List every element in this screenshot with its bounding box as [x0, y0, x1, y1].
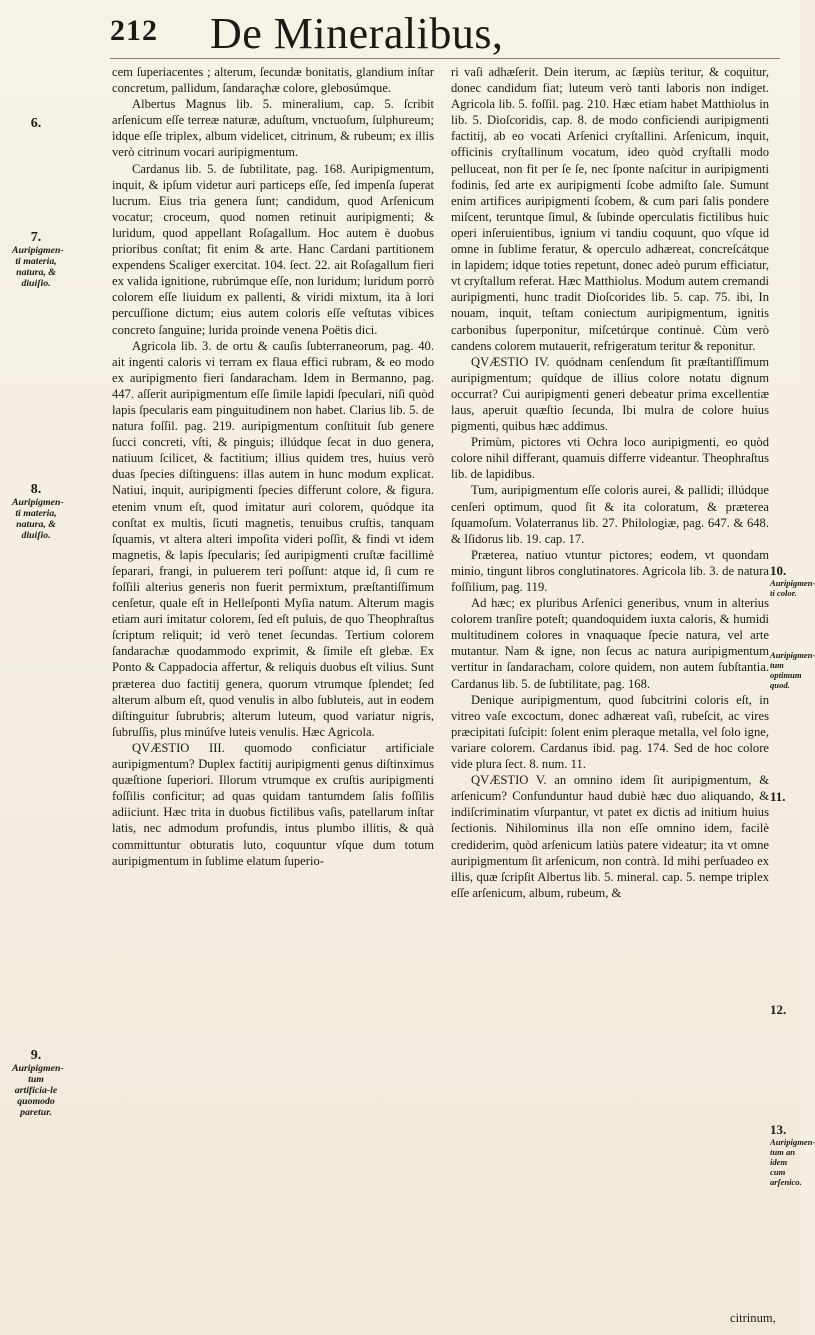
paragraph: QVÆSTIO IV. quódnam cenſendum ſit præſtantiſſimum auripigmentum; quídque de illius colore notatu dignum occurrat? Cui auripigmenti generi debeatur prima excellentiæ laus, aperuit quæſtio ſecunda, Ibi mulra de colore huius pigmenti, quibus hæc addimus.	[451, 354, 769, 434]
paragraph: Agricola lib. 3. de ortu & cauſis ſubterraneorum, pag. 40. ait ingenti caloris vi terram ex flaua effici rubram, & eo modo ex auripigmento fieri ſandaracham. Idem in Bermanno, pag. 447. aſſerit auripigmentum eſſe ſimile lapidi ſpeculari, niſi quòd lapis ſpecularis eam pinguitudinem non habet. Clarius lib. 5. de natura foſſil. pag. 219. auripigmentum conſtituit ſub genere ſucci concreti, vſti, & pinguis; illúdque ſecat in duo genera, natiuum ſcilicet, & factitium; illius quidem tres, huius verò duas ſpecies diſtinguens: illas autem in hunc modum explicat. Natiui, inquit, auripigmenti ſpecies differunt colore, & figura. etenim vnum eſt, quod imitatur auri colorem, quódque ita conſtat ex multis, ſicuti magnetis, tenuibus cruſtis, tanquam ſquamis, vt altera alteri impoſita videri poſſit, & findi vt idem magnetis, & lapis ſpecularis; ſed auripigmenti cruſtæ facillimè ſeparari, frangi, in puluerem teri poſſunt: atque id, ſi cum re foſſili alterius generis non fuerit permixtum, præſtantiſſimum cenſetur, quale eſt in Helleſponti Myſia natum. Alterum magis etiam auri imitatur colorem, ſed eſt puluis, de quo Theophraſtus ſcriptum reliquit; id verò tenet ſecundas. Tertium colorem ſandarachæ quodammodo exprimit, & ſimile eſt glebæ. Ex Ponto & Cappadocia affertur, & reliquis duobus eſt vilius. Sunt præterea duo factitij genera, quorum vtrumque ſplendet; ſed alterum album eſt, quod venulis in albo ſubluteis, aut in eodem diſtinguitur ſubrubris; alterum luteum, quod variatur nigris, ſubruſſis, plus minúſve luteis venulis. Hæc Agricola.	[112, 338, 434, 739]
margin-note-13: 13. Auripigmen-tum an idem cum arſenico.	[770, 1122, 815, 1187]
margin-note-9: 9. Auripigmen-tum artificia-le quomodo paretur.	[12, 1048, 64, 1118]
paragraph: QVÆSTIO V. an omnino idem ſit auripigmentum, & arſenicum? Confunduntur haud dubiè hæc duo aliquando, & indiſcriminatim vſurpantur, vt patet ex dictis ad initium huius ſectionis. Nihilominus illa non eſſe omnino idem, facilè crediderim, quòd arſenicum latiùs patere videatur; ita vt omne auripigmentum ſit arſenicum, non contrà. Id mihi perſuadeo ex illis, quæ ſcripſit Albertus lib. 5. mineral. cap. 5. nempe triplex eſſe arſenicum, album, rubeum, &	[451, 773, 769, 900]
margin-note-7: 7. Auripigmen-ti materia, natura, & diuiſio.	[12, 230, 64, 289]
right-text-column	[451, 64, 769, 901]
paragraph: Primùm, pictores vti Ochra loco auripigmenti, eo quòd colore nihil differant, quamuis differre videantur. Theophraſtus lib. de lapidibus.	[451, 435, 769, 482]
paragraph: Præterea, natiuo vtuntur pictores; eodem, vt quondam minio, tingunt libros conglutinatores. Agricola lib. 3. de natura foſſilium, pag. 119.	[451, 547, 769, 594]
margin-note-8: 8. Auripigmen-ti materia, natura, & diuiſio.	[12, 482, 64, 541]
page-number: 212	[110, 14, 158, 47]
paragraph: Ad hæc; ex pluribus Arſenici generibus, vnum in alterius colorem tranſire poteſt; quandoquidem iuxta caloris, & humidi multitudinem colores in vnaquaque ſpecie natura, vel arte mutantur. Nam & igne, non ſecus ac natura auripigmentum vertitur in ſandaracham, colore quidem, non autem ſubſtantia. Cardanus lib. 5. de ſubtilitate, pag. 168.	[451, 596, 769, 691]
margin-note-6: 6.	[30, 116, 42, 131]
header-rule	[110, 58, 780, 59]
margin-note-10: 10. Auripigmen-ti color.	[770, 563, 815, 598]
paragraph: QVÆSTIO III. quomodo conficiatur artificiale auripigmentum? Duplex factitij auripigmenti genus diſtinximus quæſtione ſuperiori. Illorum vtrumque ex cruſtis auripigmenti foſſilis conficitur; ad quas quidam tantumdem ſalis foſſilis adiiciunt. Hæc trita in duobus fictilibus vaſis, patellarum inſtar latis, nec admodum profundis, intus plumbo illitis, & quà committuntur obturatis luto, coquuntur vſque dum totum auripigmentum in ſublime elatum ſuperio-	[112, 740, 434, 868]
margin-note-optimum: Auripigmen-tum optimum quod.	[770, 650, 815, 690]
running-head-title: De Mineralibus,	[210, 9, 504, 58]
paragraph: Albertus Magnus lib. 5. mineralium, cap. 5. ſcribit arſenicum eſſe terreæ naturæ, aduſtum, vnctuoſum, ſulphureum; idque eſſe triplex, album videlicet, citrinum, & rubeum; ex illis verò citrinum vocari auripigmentum.	[112, 97, 434, 160]
margin-note-11: 11.	[770, 789, 786, 804]
margin-note-12: 12.	[770, 1002, 787, 1017]
paragraph: Tum, auripigmentum eſſe coloris aurei, & pallidi; illúdque cenſeri optimum, quod ſit & ita coloratum, & præterea ſquamoſum. Volaterranus lib. 27. Philologiæ, pag. 647. & 648. & Iſidorus lib. 19. cap. 17.	[451, 483, 769, 546]
paragraph: cem ſuperiacentes ; alterum, ſecundæ bonitatis, glandium inſtar concretum, pallidum, ſandaraçhæ colore, glebosúmque.	[112, 65, 434, 96]
paragraph: ri vaſi adhæſerit. Dein iterum, ac ſæpiùs teritur, & coquitur, donec candidum fiat; luteum verò tanti laboris non indiget. Agricola lib. 5. foſſil. pag. 210. Hæc etiam habet Matthiolus in lib. 5. Dioſcoridis, cap. 8. de modo conficiendi auripigmenti factitij, ab eo vocati Arſenici cryſtallini. Arſenicum, inquit, officinis cryſtallinum vocatum, ideo quòd cryſtalli modo pelluceat, non fit per ſe ſe, nec ſponte naſcitur in auripigmenti fodinis, ſed arte ex auripigmenti ſcobe admiſto ſale. Sumunt enim artifices auripigmenti ſcobem, & cum pari ſalis pondere miſcent, teruntque ſimul, & ſubinde operculatis fictilibus huic operi inſeruientibus, ignium vi tandiu coquunt, quo vſque id omne in ſublime feratur, & operculo adhæreat, concreſcátque in lapidem; idque toties repetunt, donec adeò purum efficiatur, vt cryſtallum referat. Hæc Matthiolus. Modum autem cremandi auripigmenti, hunc tradit Dioſcorides lib. 5. cap. 75. ibi, In nouam, inquit, teſtam coniectum auripigmentum, ignitis carbonibus ſuperponitur, miſcetúrque continuè. Cùm verò candens colorem mutauerit, refrigeratum teritur & reponitur.	[451, 65, 769, 353]
catchword: citrinum,	[730, 1311, 776, 1325]
left-text-column	[112, 64, 434, 869]
paragraph: Denique auripigmentum, quod ſubcitrini coloris eſt, in vitreo vaſe excoctum, donec adhæreat vaſi, rubeſcit, ac vires præcipitati ſuſcipit: ſolent enim pleraque metalla, vel ſolo igne, variare colorem. Cardanus ibid. pag. 174. Sed de hoc colore vide plura ſect. 8. num. 11.	[451, 692, 769, 772]
paragraph: Cardanus lib. 5. de ſubtilitate, pag. 168. Auripigmentum, inquit, & ipſum videtur auri particeps eſſe, ſed impenſa ſuperat lucrum. Eius tria genera ſunt; candidum, quod Arſenicum vocatur; croceum, quod nomen retinuit auripigmenti; & luridum, quod appellant Roſagallum. Hoc autem è duobus prioribus conſtat; fit enim & arte. Hanc Cardani partitionem expendens Scaliger exercitat. 104. ſect. 22. ait Roſagallum fieri ex valida ignitione, rubrúmque eſſe, non luridum; luridum porrò colorem eſſe liuidum ex pallenti, & viridi mixtum, ita à lori percuſſione dictum; eius autem coloris eſſe veſtutas vibices concreto ſanguine; lurida proinde venena Poëtis dici.	[112, 161, 434, 337]
